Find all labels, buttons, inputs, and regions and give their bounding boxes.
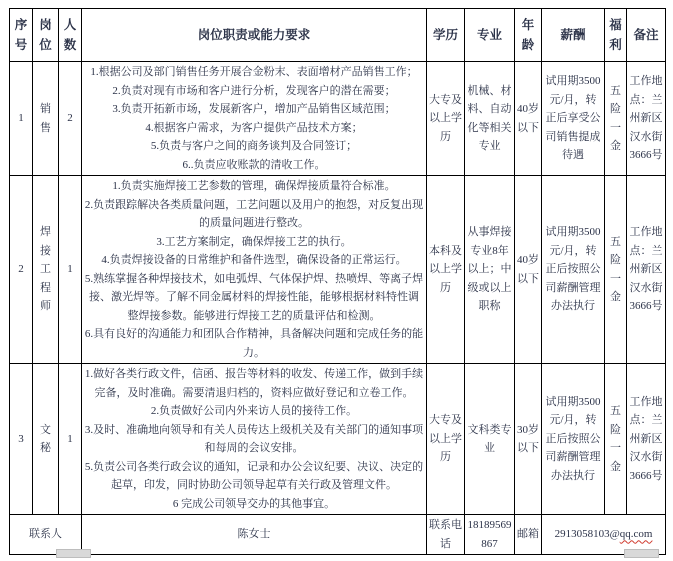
table-body: [10, 62, 666, 555]
cell-education: 本科及以上学历: [427, 176, 465, 364]
header-cell-major: 专业: [465, 9, 515, 62]
cell-remark: 工作地点：兰州新区汉水街3666号: [627, 364, 666, 515]
job-row-sales: [10, 62, 666, 176]
phone-label: 联系电话: [427, 515, 465, 555]
header-cell-remark: 备注: [627, 9, 666, 62]
cell-no: 2: [10, 176, 33, 364]
contact-label: 联系人: [10, 515, 82, 555]
recruitment-table: [9, 8, 666, 555]
header-row: [10, 9, 666, 62]
cell-remark: 工作地点：兰州新区汉水街3666号: [627, 176, 666, 364]
cell-age: 40岁以下: [515, 176, 542, 364]
contact-row: [10, 515, 666, 555]
cell-age: 40岁以下: [515, 62, 542, 176]
cell-welfare: 五险一金: [605, 364, 627, 515]
cell-salary: 试用期3500元/月，转正后按照公司薪酬管理办法执行: [542, 176, 605, 364]
header-cell-no: 序号: [10, 9, 33, 62]
header-cell-age: 年龄: [515, 9, 542, 62]
cell-major: 从事焊接专业8年以上；中级或以上职称: [465, 176, 515, 364]
cell-no: 1: [10, 62, 33, 176]
cell-education: 大专及以上学历: [427, 364, 465, 515]
cell-position: 销售: [33, 62, 59, 176]
table-header: [10, 9, 666, 62]
cell-position: 文秘: [33, 364, 59, 515]
cell-major: 机械、材料、自动化等相关专业: [465, 62, 515, 176]
cell-education: 大专及以上学历: [427, 62, 465, 176]
cell-major: 文科类专业: [465, 364, 515, 515]
table-handle-right[interactable]: [624, 549, 659, 558]
job-row-welding-engineer: [10, 176, 666, 364]
cell-headcount: 1: [59, 176, 82, 364]
table-handle-left[interactable]: [56, 549, 91, 558]
cell-welfare: 五险一金: [605, 176, 627, 364]
email-domain-spellcheck: qq.com: [619, 528, 653, 541]
cell-remark: 工作地点：兰州新区汉水街3666号: [627, 62, 666, 176]
cell-welfare: 五险一金: [605, 62, 627, 176]
contact-name: 陈女士: [82, 515, 427, 555]
cell-duties: 1.根据公司及部门销售任务开展合金粉末、表面增材产品销售工作； 2.负责对现有市场和客户进行分析，发现客户的潜在需要； 3.负责开拓新市场，发展新客户，增加产品销售区域范围； 4.根据客户需求，为客户提供产品技术方案； 5.负责与客户之间的商务谈判及合同签订； 6..负责应收账款的清收工作。: [82, 62, 427, 176]
header-cell-welfare: 福利: [605, 9, 627, 62]
cell-age: 30岁以下: [515, 364, 542, 515]
header-cell-salary: 薪酬: [542, 9, 605, 62]
cell-no: 3: [10, 364, 33, 515]
cell-duties: 1.做好各类行政文件，信函、报告等材料的收发、传递工作，做到手续完备，及时准确。需要清退归档的，资料应做好登记和立卷工作。 2.负责做好公司内外来访人员的接待工作。 3.及时、准确地向领导和有关人员传达上级机关及有关部门的通知事项和每周的会议安排。 5.负责公司各类行政会议的通知，记录和办公会议纪要、决议、决定的起草，印发，同时协助公司领导起草有关行政及管理文件。 6 完成公司领导交办的其他事宜。: [82, 364, 427, 515]
header-cell-headcount: 人数: [59, 9, 82, 62]
header-cell-position: 岗位: [33, 9, 59, 62]
cell-duties: 1.负责实施焊接工艺参数的管理，确保焊接质量符合标准。 2.负责跟踪解决各类质量问题，工艺问题以及用户的抱怨，对反复出现的质量问题进行整改。 3.工艺方案制定，确保焊接工艺的执行。 4.负责焊接设备的日常维护和备件选型，确保设备的正常运行。 5.熟练掌握各种焊接技术，如电弧焊、气体保护焊、热喷焊、等离子焊接、激光焊等。了解不同金属材料的焊接性能，能够根据材料特性调整焊接参数。能够进行焊接工艺的质量评估和检测。 6.具有良好的沟通能力和团队合作精神，具备解决问题和完成任务的能力。: [82, 176, 427, 364]
phone-number: 18189569867: [465, 515, 515, 555]
header-cell-duties: 岗位职责或能力要求: [82, 9, 427, 62]
cell-salary: 试用期3500元/月，转正后按照公司薪酬管理办法执行: [542, 364, 605, 515]
cell-headcount: 1: [59, 364, 82, 515]
cell-position: 焊接工程师: [33, 176, 59, 364]
job-row-secretary: [10, 364, 666, 515]
email-prefix: 2913058103@: [554, 528, 620, 541]
header-cell-education: 学历: [427, 9, 465, 62]
cell-headcount: 2: [59, 62, 82, 176]
cell-salary: 试用期3500元/月，转正后享受公司销售提成待遇: [542, 62, 605, 176]
email-label: 邮箱: [515, 515, 542, 555]
